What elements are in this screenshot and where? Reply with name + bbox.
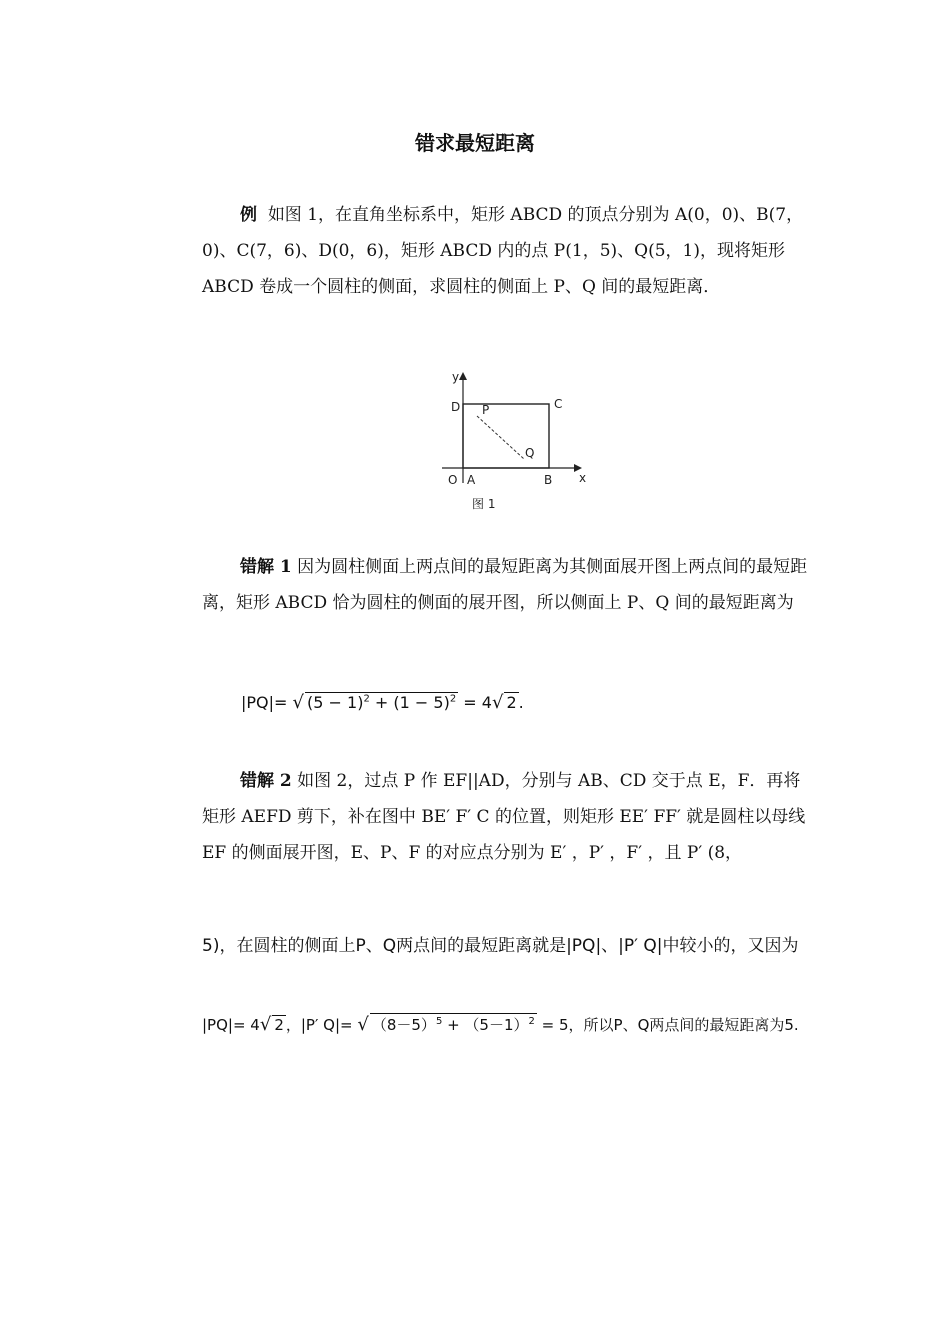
label-c: C xyxy=(554,397,563,411)
wrong2-line3 xyxy=(202,1013,799,1035)
line3-rad1: 2 xyxy=(274,1016,284,1034)
figure-1 xyxy=(436,368,596,516)
line3-ppq: ，|P′ Q|= xyxy=(285,1016,353,1034)
wrong1-text: 因为圆柱侧面上两点间的最短距离为其侧面展开图上两点间的最短距离，矩形 ABCD 恰为圆柱的侧面的展开图，所以侧面上 P、Q 间的最短距离为 xyxy=(202,557,808,613)
example-paragraph xyxy=(202,197,812,305)
line3-radicand-a: （8－5） xyxy=(371,1016,436,1034)
example-label: 例 xyxy=(240,205,257,225)
sqrt-icon: √ xyxy=(357,1014,369,1035)
sqrt-icon: √ xyxy=(292,692,305,713)
wrong1-formula xyxy=(241,692,524,713)
formula-lhs: |PQ|= xyxy=(241,693,288,712)
sqrt-icon: √ xyxy=(259,1014,272,1035)
wrong2-line2: 5)，在圆柱的侧面上P、Q两点间的最短距离就是|PQ|、|P′ Q|中较小的，又因为 xyxy=(202,936,799,956)
wrong2-paragraph xyxy=(202,763,812,871)
line3-plus: + （5－1） xyxy=(442,1016,529,1034)
label-a: A xyxy=(467,473,476,487)
formula-rhs: = 4 xyxy=(463,693,492,712)
page-title: 错求最短距离 xyxy=(415,131,535,155)
label-x: x xyxy=(579,471,587,485)
wrong1-label: 错解 1 xyxy=(240,557,292,577)
wrong2-label: 错解 2 xyxy=(240,771,292,791)
y-axis-arrow-icon xyxy=(459,372,467,380)
formula-radicand xyxy=(305,692,458,712)
label-d: D xyxy=(451,400,461,414)
line3-exp1: 5 xyxy=(435,1016,443,1027)
wrong2-text: 如图 2，过点 P 作 EF||AD，分别与 AB、CD 交于点 E，F．再将矩形 AEFD 剪下，补在图中 BE′ F′ C 的位置，则矩形 EE′ FF′ 就是圆柱以母线 EF 的侧面展开图，E、P、F 的对应点分别为 E′ ，P′ ，F′ ，且 P′ (8， xyxy=(202,771,806,863)
label-y: y xyxy=(452,370,460,384)
radicand-b: (1 − 5) xyxy=(393,693,450,712)
line3-exp2: 2 xyxy=(528,1016,535,1027)
exp-a: 2 xyxy=(363,693,370,705)
label-o: O xyxy=(448,473,458,487)
label-q: Q xyxy=(525,446,535,460)
line3-pq: |PQ|= 4 xyxy=(202,1016,260,1034)
line3-conclusion: = 5，所以P、Q两点间的最短距离为5. xyxy=(536,1016,799,1034)
plus: + xyxy=(369,693,394,712)
sqrt-icon: √ xyxy=(491,692,504,713)
formula-rhs-radicand: 2 xyxy=(506,693,517,712)
formula-end: . xyxy=(518,693,524,712)
exp-b: 2 xyxy=(449,693,457,705)
line3-radicand xyxy=(370,1013,537,1035)
segment-pq xyxy=(477,416,524,459)
label-b: B xyxy=(544,473,553,487)
radicand-a: (5 − 1) xyxy=(307,693,364,712)
figure-caption: 图 1 xyxy=(472,497,496,511)
wrong1-paragraph xyxy=(202,549,812,621)
label-p: P xyxy=(482,403,490,417)
example-text: 如图 1，在直角坐标系中，矩形 ABCD 的顶点分别为 A(0，0)、B(7，0)、C(7，6)、D(0，6)，矩形 ABCD 内的点 P(1，5)、Q(5，1)，现将矩形 ABCD 卷成一个圆柱的侧面，求圆柱的侧面上 P、Q 间的最短距离． xyxy=(202,205,804,297)
rectangle-abcd xyxy=(463,404,549,468)
